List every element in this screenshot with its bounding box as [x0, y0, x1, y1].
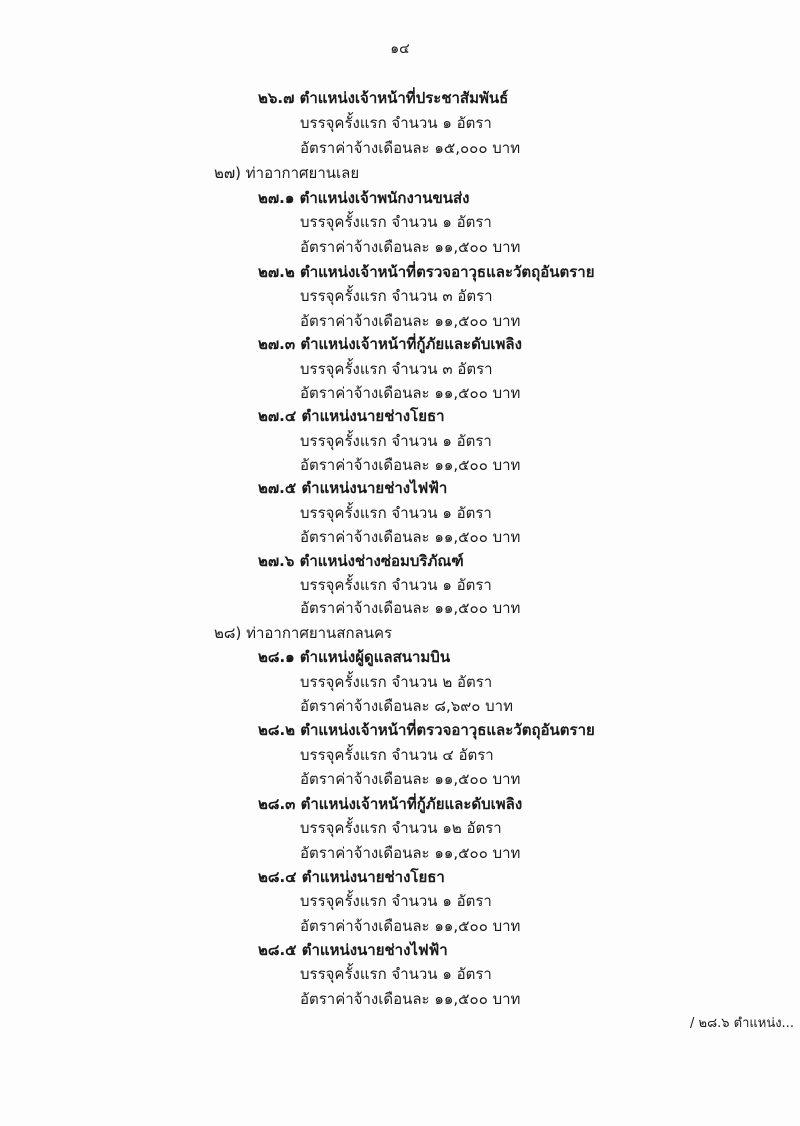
position-title: ๒๗.๖ ตำแหน่งช่างซ่อมบริภัณฑ์: [258, 552, 464, 570]
position-title: ๒๘.๑ ตำแหน่งผู้ดูแลสนามบิน: [258, 648, 451, 666]
airport-heading: ๒๘) ท่าอากาศยานสกลนคร: [214, 624, 393, 642]
position-title: ๒๗.๔ ตำแหน่งนายช่างโยธา: [258, 407, 445, 425]
position-salary: อัตราค่าจ้างเดือนละ ๑๑,๕๐๐ บาท: [300, 770, 521, 788]
position-salary: อัตราค่าจ้างเดือนละ ๑๑,๕๐๐ บาท: [300, 844, 521, 862]
position-quota: บรรจุครั้งแรก จำนวน ๒ อัตรา: [300, 673, 493, 691]
position-quota: บรรจุครั้งแรก จำนวน ๑๒ อัตรา: [300, 819, 502, 837]
position-quota: บรรจุครั้งแรก จำนวน ๑ อัตรา: [300, 432, 492, 450]
position-title: ๒๘.๔ ตำแหน่งนายช่างโยธา: [258, 868, 445, 886]
position-salary: อัตราค่าจ้างเดือนละ ๑๑,๕๐๐ บาท: [300, 599, 521, 617]
position-quota: บรรจุครั้งแรก จำนวน ๓ อัตรา: [300, 360, 493, 378]
position-salary: อัตราค่าจ้างเดือนละ ๑๑,๕๐๐ บาท: [300, 384, 521, 402]
position-title: ๒๘.๒ ตำแหน่งเจ้าหน้าที่ตรวจอาวุธและวัตถุอันตราย: [258, 721, 595, 739]
airport-heading: ๒๗) ท่าอากาศยานเลย: [214, 164, 360, 182]
position-salary: อัตราค่าจ้างเดือนละ ๑๑,๕๐๐ บาท: [300, 917, 521, 935]
position-title: ๒๘.๓ ตำแหน่งเจ้าหน้าที่กู้ภัยและดับเพลิง: [258, 795, 523, 813]
position-quota: บรรจุครั้งแรก จำนวน ๑ อัตรา: [300, 213, 492, 231]
position-salary: อัตราค่าจ้างเดือนละ ๑๑,๕๐๐ บาท: [300, 456, 521, 474]
position-title: ๒๗.๒ ตำแหน่งเจ้าหน้าที่ตรวจอาวุธและวัตถุอันตราย: [258, 263, 595, 281]
position-title: ๒๗.๑ ตำแหน่งเจ้าพนักงานขนส่ง: [258, 189, 470, 207]
position-quota: บรรจุครั้งแรก จำนวน ๑ อัตรา: [300, 114, 492, 132]
position-salary: อัตราค่าจ้างเดือนละ ๑๕,๐๐๐ บาท: [300, 139, 521, 157]
position-salary: อัตราค่าจ้างเดือนละ ๑๑,๕๐๐ บาท: [300, 312, 521, 330]
position-salary: อัตราค่าจ้างเดือนละ ๑๑,๕๐๐ บาท: [300, 990, 521, 1008]
page-number: ๑๔: [390, 41, 410, 57]
position-quota: บรรจุครั้งแรก จำนวน ๑ อัตรา: [300, 965, 492, 983]
position-quota: บรรจุครั้งแรก จำนวน ๑ อัตรา: [300, 576, 492, 594]
position-title: ๒๗.๓ ตำแหน่งเจ้าหน้าที่กู้ภัยและดับเพลิง: [258, 335, 522, 353]
position-title: ๒๗.๕ ตำแหน่งนายช่างไฟฟ้า: [258, 479, 448, 497]
position-title: ๒๖.๗ ตำแหน่งเจ้าหน้าที่ประชาสัมพันธ์: [258, 89, 509, 107]
position-quota: บรรจุครั้งแรก จำนวน ๑ อัตรา: [300, 504, 492, 522]
position-quota: บรรจุครั้งแรก จำนวน ๑ อัตรา: [300, 892, 492, 910]
position-quota: บรรจุครั้งแรก จำนวน ๓ อัตรา: [300, 287, 493, 305]
position-salary: อัตราค่าจ้างเดือนละ ๘,๖๙๐ บาท: [300, 697, 513, 715]
position-quota: บรรจุครั้งแรก จำนวน ๔ อัตรา: [300, 746, 494, 764]
position-title: ๒๘.๕ ตำแหน่งนายช่างไฟฟ้า: [258, 941, 448, 959]
position-salary: อัตราค่าจ้างเดือนละ ๑๑,๕๐๐ บาท: [300, 238, 521, 256]
position-salary: อัตราค่าจ้างเดือนละ ๑๑,๕๐๐ บาท: [300, 528, 521, 546]
continuation-note: / ๒๘.๖ ตำแหน่ง...: [690, 1016, 794, 1031]
